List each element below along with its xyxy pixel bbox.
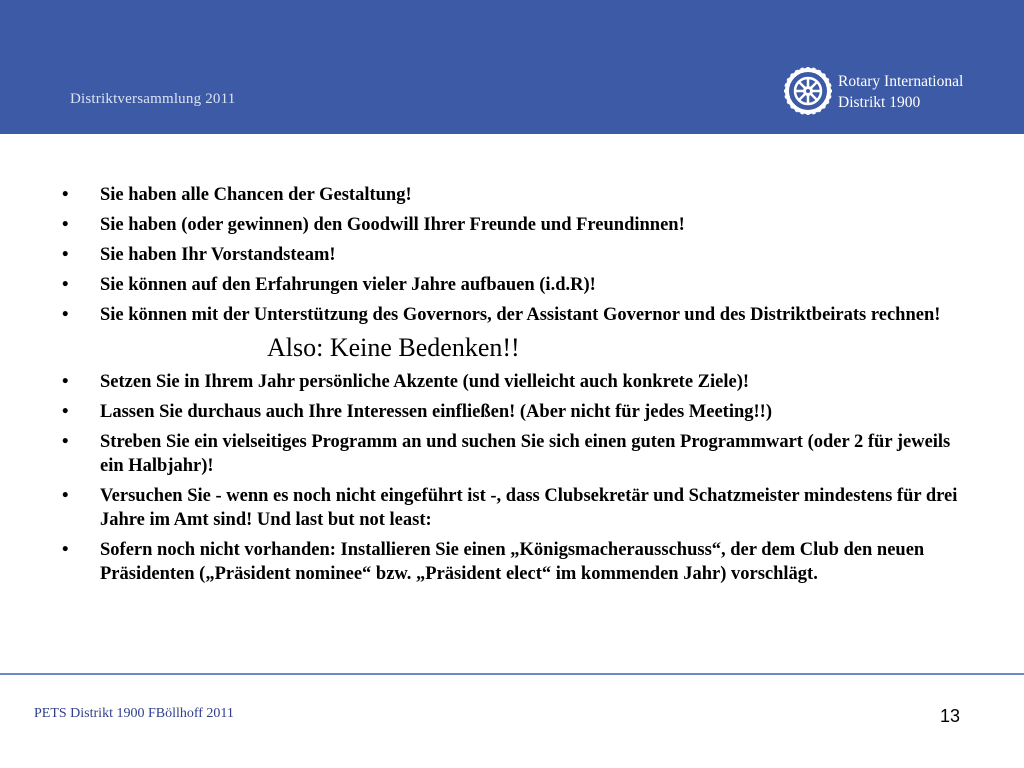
bullet-item <box>54 370 974 394</box>
footer-divider <box>0 673 1024 675</box>
bullet-item <box>54 303 974 327</box>
highlight-statement: Also: Keine Bedenken!! <box>267 333 520 362</box>
bullet-list-bottom <box>54 370 974 586</box>
logo-line-organization: Rotary International <box>838 73 964 90</box>
bullet-item <box>54 243 974 267</box>
slide-header <box>0 0 1024 134</box>
bullet-marker: • <box>62 275 69 295</box>
bullet-marker: • <box>62 486 69 506</box>
bullet-text: Lassen Sie durchaus auch Ihre Interessen einfließen! (Aber nicht für jedes Meeting!!) <box>100 402 772 422</box>
bullet-item <box>54 213 974 237</box>
bullet-marker: • <box>62 372 69 392</box>
bullet-text: Sie haben Ihr Vorstandsteam! <box>100 245 336 265</box>
header-title: Distriktversammlung 2011 <box>70 91 236 107</box>
bullet-text: Sie können auf den Erfahrungen vieler Jahre aufbauen (i.d.R)! <box>100 275 596 295</box>
bullet-marker: • <box>62 185 69 205</box>
bullet-text: Streben Sie ein vielseitiges Programm an und suchen Sie sich einen guten Programmwart (oder 2 für jeweils ein Halbjahr)! <box>100 432 951 476</box>
bullet-text: Setzen Sie in Ihrem Jahr persönliche Akzente (und vielleicht auch konkrete Ziele)! <box>100 372 750 392</box>
logo-line-district: Distrikt 1900 <box>838 94 921 111</box>
bullet-text: Sofern noch nicht vorhanden: Installieren Sie einen „Königsmacherausschuss“, der dem Club den neuen Präsidenten („Präsident nominee“ bzw. „Präsident elect“ im kommenden Jahr) vorschlägt. <box>100 540 925 584</box>
slide-content <box>54 183 974 592</box>
bullet-item <box>54 538 974 586</box>
bullet-marker: • <box>62 245 69 265</box>
bullet-item <box>54 183 974 207</box>
bullet-text: Versuchen Sie - wenn es noch nicht eingeführt ist -, dass Clubsekretär und Schatzmeister mindestens für drei Jahre im Amt sind! Und last but not least: <box>100 486 958 530</box>
bullet-text: Sie haben (oder gewinnen) den Goodwill Ihrer Freunde und Freundinnen! <box>100 215 685 235</box>
bullet-item <box>54 273 974 297</box>
rotary-wheel-icon <box>784 67 832 115</box>
logo-text <box>838 71 963 113</box>
bullet-item <box>54 400 974 424</box>
bullet-list-top <box>54 183 974 327</box>
page-number: 13 <box>940 706 961 726</box>
bullet-marker: • <box>62 305 69 325</box>
footer-text: PETS Distrikt 1900 FBöllhoff 2011 <box>34 706 234 721</box>
bullet-text: Sie können mit der Unterstützung des Governors, der Assistant Governor und des Distriktbeirats rechnen! <box>100 305 941 325</box>
bullet-item <box>54 484 974 532</box>
bullet-item <box>54 430 974 478</box>
bullet-marker: • <box>62 215 69 235</box>
bullet-marker: • <box>62 432 69 452</box>
bullet-marker: • <box>62 402 69 422</box>
bullet-text: Sie haben alle Chancen der Gestaltung! <box>100 185 412 205</box>
bullet-marker: • <box>62 540 69 560</box>
